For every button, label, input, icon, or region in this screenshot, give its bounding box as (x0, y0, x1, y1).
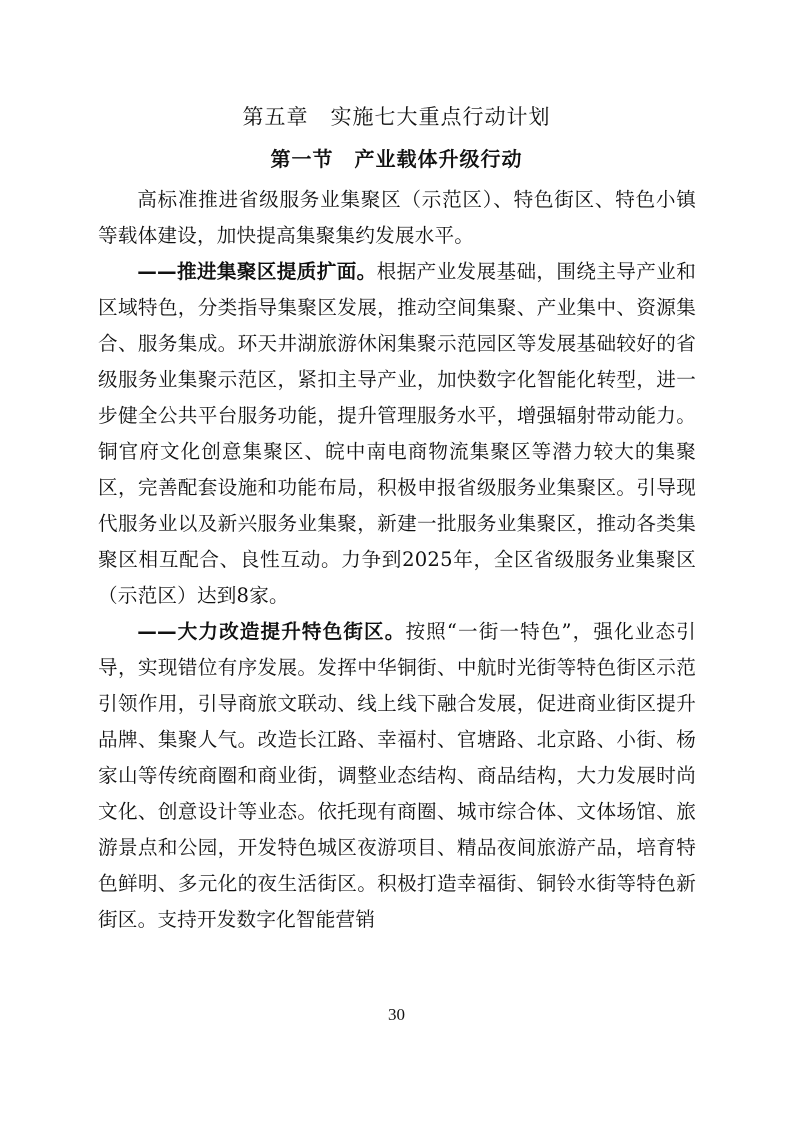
chapter-title: 第五章 实施七大重点行动计划 (242, 105, 551, 129)
intro-paragraph: 高标准推进省级服务业集聚区（示范区）、特色街区、特色小镇等载体建设，加快提高集聚集约发展水平。 (98, 188, 696, 247)
street-lead: ——大力改造提升特色街区。 (137, 620, 406, 643)
cluster-lead: ——推进集聚区提质扩面。 (137, 260, 377, 283)
body-text (98, 182, 696, 938)
cluster-text: 根据产业发展基础，围绕主导产业和区域特色，分类指导集聚区发展，推动空间集聚、产业集中、资源集合、服务集成。环天井湖旅游休闲集聚示范园区等发展基础较好的省级服务业集聚示范区，紧扣主导产业，加快数字化智能化转型，进一步健全公共平台服务功能，提升管理服务水平，增强辐射带动能力。铜官府文化创意集聚区、皖中南电商物流集聚区等潜力较大的集聚区，完善配套设施和功能布局，积极申报省级服务业集聚区。引导现代服务业以及新兴服务业集聚，新建一批服务业集聚区，推动各类集聚区相互配合、良性互动。力争到2025年，全区省级服务业集聚区（示范区）达到8家。 (98, 260, 696, 607)
street-paragraph (98, 614, 696, 938)
cluster-paragraph (98, 254, 696, 614)
page-number: 30 (388, 1005, 405, 1024)
section-title: 第一节 产业载体升级行动 (270, 147, 523, 171)
street-text: 按照“一街一特色”，强化业态引导，实现错位有序发展。发挥中华铜街、中航时光街等特色街区示范引领作用，引导商旅文联动、线上线下融合发展，促进商业街区提升品牌、集聚人气。改造长江路、幸福村、官塘路、北京路、小街、杨家山等传统商圈和商业街，调整业态结构、商品结构，大力发展时尚文化、创意设计等业态。依托现有商圈、城市综合体、文体场馆、旅游景点和公园，开发特色城区夜游项目、精品夜间旅游产品，培育特色鲜明、多元化的夜生活街区。积极打造幸福街、铜铃水街等特色新街区。支持开发数字化智能营销 (98, 620, 696, 931)
